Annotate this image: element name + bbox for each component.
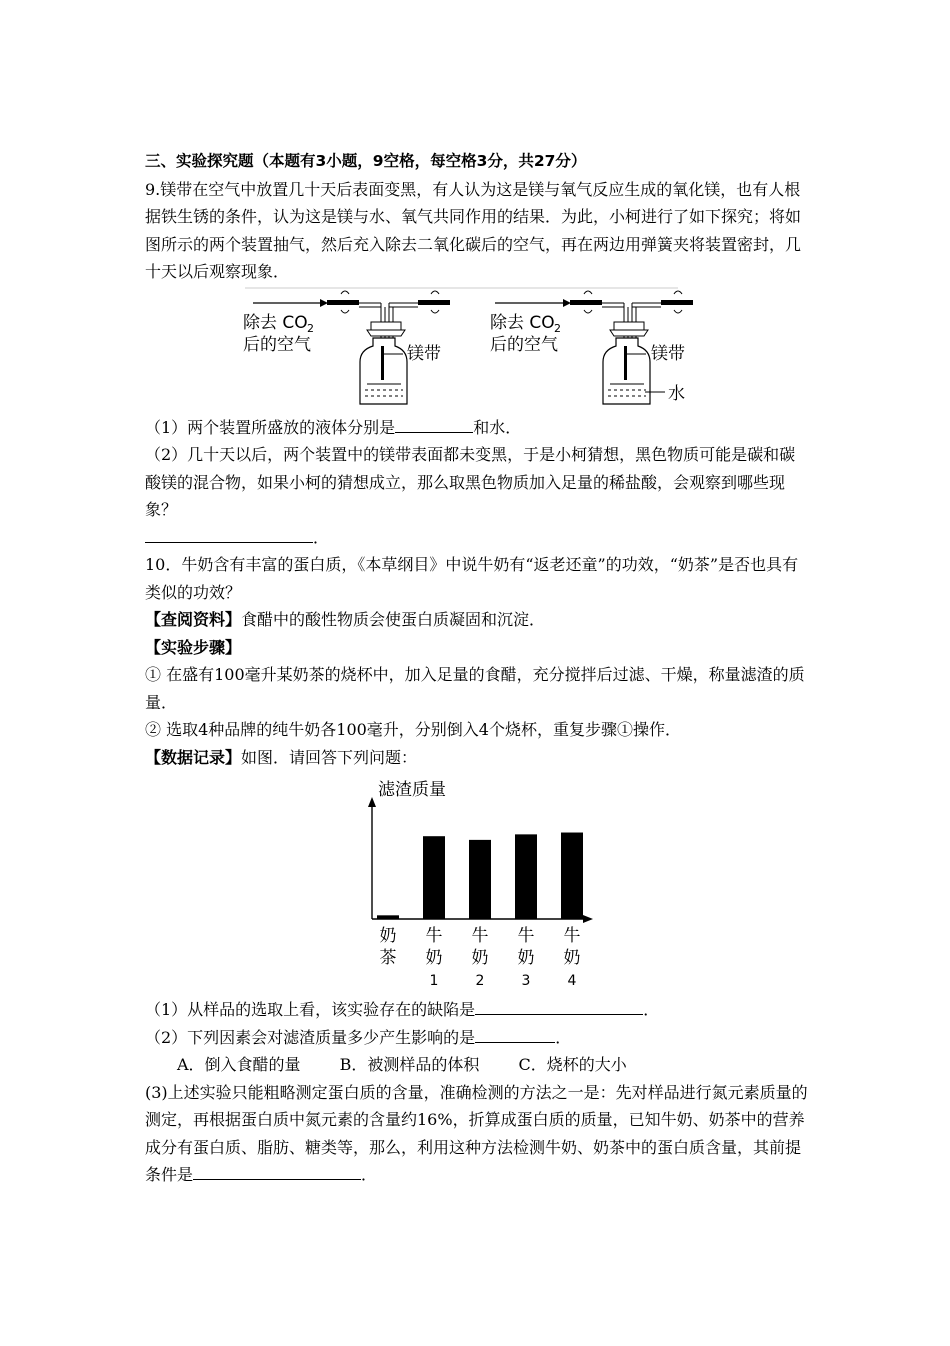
right-gas-label-1: 除去 CO (490, 312, 555, 333)
chart-bar-4 (515, 834, 537, 919)
right-strip-label: 镁带 (651, 343, 685, 364)
option-a[interactable]: A．倒入食醋的量 (177, 1055, 301, 1074)
right-apparatus (490, 291, 693, 404)
chart-x-arrow (583, 915, 593, 923)
q9-answer-blank-2[interactable] (145, 524, 313, 543)
right-gas-label-2: 后的空气 (490, 334, 558, 355)
worksheet (145, 148, 810, 1189)
q10-answer-blank-2[interactable] (475, 1024, 555, 1043)
chart-category-label: 牛 (517, 926, 535, 946)
left-gas-label-1: 除去 CO (243, 312, 308, 333)
chart-category-label: 牛 (471, 926, 489, 946)
chart-bar-3 (469, 840, 491, 919)
chart-category-label: 牛 (563, 926, 581, 946)
q10-step-2: ② 选取4种品牌的纯牛奶各100毫升，分别倒入4个烧杯，重复步骤①操作． (145, 720, 681, 739)
left-gas-sub: 2 (307, 321, 314, 335)
chart-category-label: 奶 (379, 926, 397, 946)
chart-category-label: 1 (429, 973, 439, 989)
apparatus-figure (145, 286, 810, 414)
option-c[interactable]: C．烧杯的大小 (518, 1055, 627, 1074)
q9-part2-answer: ． (145, 524, 810, 552)
chart-category-label: 奶 (471, 948, 489, 968)
q10-answer-blank-3[interactable] (193, 1161, 361, 1180)
q10-steps-tag: 【实验步骤】 (145, 637, 242, 657)
right-water-label: 水 (668, 383, 685, 404)
chart-y-arrow (368, 797, 376, 807)
chart-category-label: 茶 (379, 948, 397, 968)
q10-part2: （2）下列因素会对滤渣质量多少产生影响的是 ． (145, 1024, 810, 1052)
section-heading: 三、实验探究题（本题有3小题，9空格，每空格3分，共27分） (145, 152, 587, 170)
left-apparatus (243, 291, 450, 404)
chart-bar-1 (377, 915, 399, 919)
chart-category-label: 奶 (563, 948, 581, 968)
chart-category-label: 3 (521, 973, 531, 989)
option-b[interactable]: B．被测样品的体积 (339, 1055, 480, 1074)
left-gas-label-2: 后的空气 (243, 334, 311, 355)
chart-bar-5 (561, 833, 583, 919)
q10-part1: （1）从样品的选取上看，该实验存在的缺陷是 ． (145, 996, 810, 1024)
chart-category-label: 奶 (425, 948, 443, 968)
q9-part2: （2）几十天以后，两个装置中的镁带表面都未变黑，于是小柯猜想，黑色物质可能是碳和碳酸镁的混合物，如果小柯的猜想成立，那么取黑色物质加入足量的稀盐酸，会观察到哪些现象？ (145, 445, 796, 519)
q10-reference: 【查阅资料】食醋中的酸性物质会使蛋白质凝固和沉淀． (145, 610, 546, 629)
chart-category-label: 奶 (517, 948, 535, 968)
q10-intro: 10．牛奶含有丰富的蛋白质，《本草纲目》中说牛奶有“返老还童”的功效，“奶茶”是否也具有类似的功效？ (145, 555, 799, 602)
right-gas-sub: 2 (554, 321, 561, 335)
residue-bar-chart (145, 771, 810, 996)
left-strip-label: 镁带 (407, 343, 441, 364)
chart-bar-2 (423, 836, 445, 919)
chart-category-label: 牛 (425, 926, 443, 946)
q10-data-record: 【数据记录】如图．请回答下列问题： (145, 747, 418, 767)
q10-answer-blank-1[interactable] (475, 996, 643, 1015)
q10-options (145, 1051, 810, 1079)
chart-y-axis-label: 滤渣质量 (378, 780, 446, 800)
q9-intro: 9.镁带在空气中放置几十天后表面变黑，有人认为这是镁与氧气反应生成的氧化镁，也有人根据铁生锈的条件，认为这是镁与水、氧气共同作用的结果．为此，小柯进行了如下探究；将如图所示的两个装置抽气，然后充入除去二氧化碳后的空气，再在两边用弹簧夹将装置密封，几十天以后观察现象． (145, 179, 802, 281)
chart-category-label: 4 (567, 973, 577, 989)
chart-category-label: 2 (475, 973, 485, 989)
q10-part3: (3)上述实验只能粗略测定蛋白质的含量，准确检测的方法之一是：先对样品进行氮元素质量的测定，再根据蛋白质中氮元素的含量约16%，折算成蛋白质的质量，已知牛奶、奶茶中的营养成分有蛋白质、脂肪、糖类等，那么，利用这种方法检测牛奶、奶茶中的蛋白质含量，其前提条件是 ． (145, 1082, 808, 1184)
q10-step-1: ① 在盛有100毫升某奶茶的烧杯中，加入足量的食醋，充分搅拌后过滤、干燥，称量滤渣的质量． (145, 665, 805, 712)
q9-answer-blank-1[interactable] (395, 414, 473, 433)
q9-part1: （1）两个装置所盛放的液体分别是 和水． (145, 414, 810, 442)
